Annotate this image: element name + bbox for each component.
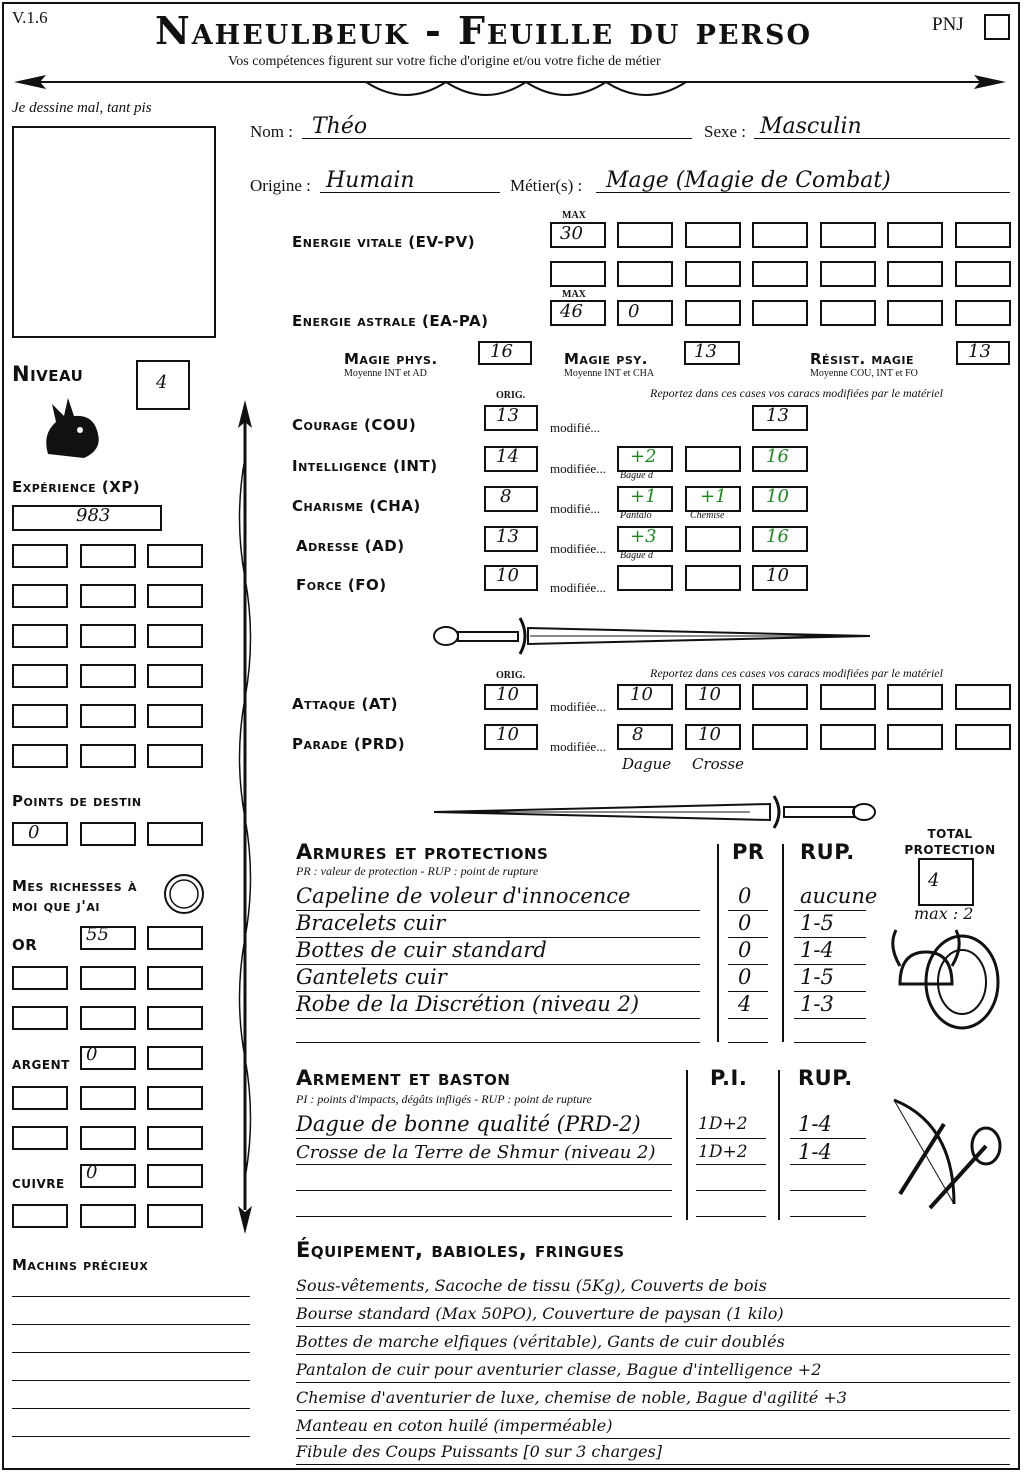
machins-line[interactable] bbox=[12, 1296, 250, 1297]
xp-grid-box[interactable] bbox=[147, 584, 203, 608]
at-box[interactable] bbox=[752, 684, 808, 710]
ev-box[interactable] bbox=[752, 222, 808, 248]
weapons-divider bbox=[778, 1070, 780, 1220]
armor-title: Armures et protections bbox=[296, 840, 549, 864]
prd-orig-value: 10 bbox=[496, 724, 519, 745]
equipment-rule bbox=[296, 1438, 1010, 1439]
ea-box[interactable] bbox=[617, 300, 673, 326]
nom-value[interactable]: Théo bbox=[312, 114, 368, 139]
armor-pr[interactable]: 0 bbox=[738, 938, 752, 962]
ev-box[interactable] bbox=[955, 261, 1011, 287]
or-box[interactable] bbox=[12, 1006, 68, 1030]
machins-line[interactable] bbox=[12, 1408, 250, 1409]
ad-mod2-box[interactable] bbox=[685, 526, 741, 552]
argent-box[interactable] bbox=[147, 1126, 203, 1150]
equipment-line[interactable]: Fibule des Coups Puissants [0 sur 3 charges] bbox=[296, 1442, 662, 1461]
xp-grid-box[interactable] bbox=[80, 704, 136, 728]
ea-current-value: 0 bbox=[628, 301, 640, 322]
or-box[interactable] bbox=[80, 966, 136, 990]
machins-line[interactable] bbox=[12, 1380, 250, 1381]
argent-box[interactable] bbox=[147, 1046, 203, 1070]
origine-label: Origine : bbox=[250, 176, 311, 195]
equipment-line[interactable]: Bourse standard (Max 50PO), Couverture de paysan (1 kilo) bbox=[296, 1304, 784, 1323]
or-label: OR bbox=[12, 936, 38, 954]
weapon-pi[interactable]: 1D+2 bbox=[698, 1142, 748, 1162]
cha-mod2-note: Chemise bbox=[690, 510, 725, 521]
armor-rup[interactable]: 1-4 bbox=[800, 938, 834, 962]
armor-line bbox=[296, 1018, 700, 1019]
dragon-icon bbox=[38, 394, 106, 464]
equipment-line[interactable]: Bottes de marche elfiques (véritable), Gants de cuir doublés bbox=[296, 1332, 785, 1351]
ev-box[interactable] bbox=[752, 261, 808, 287]
fo-mod-label: modifiée... bbox=[550, 580, 606, 595]
ev-box[interactable] bbox=[820, 261, 876, 287]
or-box[interactable] bbox=[147, 926, 203, 950]
prd-value-2: 10 bbox=[698, 724, 721, 745]
prd-box[interactable] bbox=[887, 724, 943, 750]
ea-box[interactable] bbox=[685, 300, 741, 326]
weapon-rup[interactable]: 1-4 bbox=[798, 1112, 832, 1136]
weapons-pi-header: P.I. bbox=[710, 1066, 748, 1090]
niveau-label: Niveau bbox=[12, 362, 84, 386]
weapon-name[interactable]: Crosse de la Terre de Shmur (niveau 2) bbox=[296, 1142, 656, 1163]
destin-box[interactable] bbox=[147, 822, 203, 846]
combat-report-note: Reportez dans ces cases vos caracs modifiées par le matériel bbox=[650, 666, 943, 680]
resist-magie-value: 13 bbox=[968, 341, 991, 362]
metier-line bbox=[596, 192, 1010, 193]
int-label: Intelligence (INT) bbox=[292, 457, 438, 475]
armor-name[interactable]: Robe de la Discrétion (niveau 2) bbox=[296, 992, 640, 1016]
equipment-line[interactable]: Chemise d'aventurier de luxe, chemise de noble, Bague d'agilité +3 bbox=[296, 1388, 847, 1407]
armor-pr[interactable]: 0 bbox=[738, 965, 752, 989]
equipment-rule bbox=[296, 1298, 1010, 1299]
xp-grid-box[interactable] bbox=[80, 544, 136, 568]
xp-grid-box[interactable] bbox=[80, 624, 136, 648]
fo-label: Force (FO) bbox=[296, 576, 387, 594]
ev-label: Energie vitale (EV-PV) bbox=[292, 233, 476, 251]
ev-box[interactable] bbox=[685, 261, 741, 287]
equipment-line[interactable]: Manteau en coton huilé (imperméable) bbox=[296, 1416, 613, 1435]
weapon-line bbox=[790, 1138, 866, 1139]
metier-value[interactable]: Mage (Magie de Combat) bbox=[606, 168, 891, 193]
ad-orig-value: 13 bbox=[496, 526, 519, 547]
at-box[interactable] bbox=[887, 684, 943, 710]
portrait-box[interactable] bbox=[12, 126, 216, 338]
destin-value: 0 bbox=[28, 822, 40, 843]
magie-psy-note: Moyenne INT et CHA bbox=[564, 368, 655, 379]
weapons-divider bbox=[686, 1070, 688, 1220]
origine-value[interactable]: Humain bbox=[326, 168, 415, 193]
magie-phys-value: 16 bbox=[490, 341, 513, 362]
armor-line bbox=[728, 1018, 768, 1019]
pnj-label: PNJ bbox=[932, 14, 964, 35]
weapon-line bbox=[296, 1138, 672, 1139]
equipment-line[interactable]: Sous-vêtements, Sacoche de tissu (5Kg), Couverts de bois bbox=[296, 1276, 767, 1295]
ev-box[interactable] bbox=[617, 261, 673, 287]
ea-box[interactable] bbox=[887, 300, 943, 326]
destin-label: Points de destin bbox=[12, 792, 142, 810]
ea-box[interactable] bbox=[752, 300, 808, 326]
weapon-line[interactable] bbox=[296, 1216, 672, 1217]
equipment-title: Équipement, babioles, fringues bbox=[296, 1238, 625, 1262]
resist-magie-note: Moyenne COU, INT et FO bbox=[810, 368, 918, 379]
ev-box[interactable] bbox=[955, 222, 1011, 248]
ev-box[interactable] bbox=[887, 261, 943, 287]
int-mod1-value: +2 bbox=[630, 446, 657, 467]
header-spear-ornament bbox=[6, 68, 1014, 112]
ea-box[interactable] bbox=[955, 300, 1011, 326]
xp-grid-box[interactable] bbox=[147, 704, 203, 728]
machins-label: Machins précieux bbox=[12, 1256, 149, 1274]
xp-grid-box[interactable] bbox=[12, 624, 68, 648]
sexe-label: Sexe : bbox=[704, 122, 747, 141]
cha-mod-label: modifié... bbox=[550, 501, 601, 516]
weapons-rup-header: RUP. bbox=[798, 1066, 853, 1090]
armor-rup[interactable]: 1-5 bbox=[800, 911, 834, 935]
xp-grid-box[interactable] bbox=[147, 544, 203, 568]
cha-final-value: 10 bbox=[766, 486, 789, 507]
niveau-value: 4 bbox=[156, 372, 168, 393]
armor-line[interactable] bbox=[794, 1042, 866, 1043]
weapon-line[interactable] bbox=[790, 1190, 866, 1191]
weapon-rup[interactable]: 1-4 bbox=[798, 1140, 832, 1164]
xp-grid-box[interactable] bbox=[147, 664, 203, 688]
destin-box[interactable] bbox=[12, 822, 68, 846]
page-title: Naheulbeuk - Feuille du perso bbox=[155, 8, 812, 53]
combat-col1-note: Dague bbox=[622, 755, 672, 773]
xp-grid-box[interactable] bbox=[147, 624, 203, 648]
at-value-2: 10 bbox=[698, 684, 721, 705]
ad-mod-label: modifiée... bbox=[550, 541, 606, 556]
machins-line[interactable] bbox=[12, 1436, 250, 1437]
armor-pr[interactable]: 0 bbox=[738, 911, 752, 935]
cuivre-box[interactable] bbox=[80, 1204, 136, 1228]
spear-ornament bbox=[228, 398, 262, 1238]
ad-label: Adresse (AD) bbox=[296, 537, 405, 555]
weapon-line bbox=[296, 1164, 672, 1165]
int-final-value: 16 bbox=[766, 446, 789, 467]
ea-max-label: MAX bbox=[562, 289, 586, 300]
or-box[interactable] bbox=[80, 1006, 136, 1030]
ev-max-label: MAX bbox=[562, 210, 586, 221]
at-box[interactable] bbox=[820, 684, 876, 710]
weapon-pi[interactable]: 1D+2 bbox=[698, 1114, 748, 1134]
xp-grid-box[interactable] bbox=[12, 664, 68, 688]
ea-box[interactable] bbox=[820, 300, 876, 326]
protection-max: max : 2 bbox=[914, 904, 974, 923]
xp-grid-box[interactable] bbox=[12, 584, 68, 608]
magie-phys-note: Moyenne INT et AD bbox=[344, 368, 427, 379]
armor-pr-header: PR bbox=[732, 840, 765, 864]
page-subtitle: Vos compétences figurent sur votre fiche d'origine et/ou votre fiche de métier bbox=[228, 54, 661, 69]
helmet-shield-icon bbox=[886, 926, 1004, 1036]
cuivre-value: 0 bbox=[86, 1162, 98, 1183]
argent-box[interactable] bbox=[12, 1126, 68, 1150]
int-mod1-note: Bague d bbox=[620, 470, 654, 481]
xp-grid-box[interactable] bbox=[80, 744, 136, 768]
armor-rup[interactable]: 1-5 bbox=[800, 965, 834, 989]
at-value-1: 10 bbox=[630, 684, 653, 705]
fo-mod2-box[interactable] bbox=[685, 565, 741, 591]
cou-mod-label: modifié... bbox=[550, 420, 601, 435]
armor-rup-header: RUP. bbox=[800, 840, 855, 864]
ev-max-value: 30 bbox=[560, 223, 583, 244]
ad-mod1-note: Bague d bbox=[620, 550, 654, 561]
armor-line bbox=[794, 1018, 866, 1019]
ev-box[interactable] bbox=[887, 222, 943, 248]
int-orig-value: 14 bbox=[496, 446, 519, 467]
cuivre-box[interactable] bbox=[147, 1204, 203, 1228]
armor-rup[interactable]: aucune bbox=[800, 884, 878, 908]
cha-mod1-value: +1 bbox=[630, 486, 657, 507]
weapon-line[interactable] bbox=[696, 1216, 766, 1217]
cha-label: Charisme (CHA) bbox=[292, 497, 421, 515]
sexe-value[interactable]: Masculin bbox=[760, 114, 862, 139]
argent-box[interactable] bbox=[147, 1086, 203, 1110]
equipment-rule bbox=[296, 1382, 1010, 1383]
equipment-rule bbox=[296, 1410, 1010, 1411]
combat-col2-note: Crosse bbox=[692, 755, 744, 773]
total-protection-value: 4 bbox=[928, 870, 940, 891]
armor-line[interactable] bbox=[728, 1042, 768, 1043]
total-protection-box[interactable] bbox=[918, 858, 974, 906]
sword-icon bbox=[430, 612, 880, 656]
ad-mod1-value: +3 bbox=[630, 526, 657, 547]
xp-value: 983 bbox=[76, 505, 111, 526]
equipment-rule bbox=[296, 1354, 1010, 1355]
ev-box[interactable] bbox=[820, 222, 876, 248]
nom-label: Nom : bbox=[250, 122, 293, 141]
armor-name[interactable]: Bottes de cuir standard bbox=[296, 938, 547, 962]
cou-orig-value: 13 bbox=[496, 405, 519, 426]
int-mod2-box[interactable] bbox=[685, 446, 741, 472]
ea-label: Energie astrale (EA-PA) bbox=[292, 312, 489, 330]
armor-divider bbox=[782, 844, 784, 1042]
fo-orig-value: 10 bbox=[496, 565, 519, 586]
at-box[interactable] bbox=[955, 684, 1011, 710]
equipment-line[interactable]: Pantalon de cuir pour aventurier classe, Bague d'intelligence +2 bbox=[296, 1360, 822, 1379]
xp-grid-box[interactable] bbox=[147, 744, 203, 768]
prd-box[interactable] bbox=[820, 724, 876, 750]
origine-line bbox=[320, 192, 500, 193]
nom-line bbox=[302, 138, 692, 139]
argent-label: ARGENT bbox=[12, 1058, 70, 1072]
weapon-line bbox=[696, 1164, 766, 1165]
resist-magie-label: Résist. magie bbox=[810, 350, 915, 368]
sword-icon bbox=[430, 792, 880, 832]
armor-divider bbox=[717, 844, 719, 1042]
combat-orig-label: ORIG. bbox=[496, 670, 526, 681]
xp-grid-box[interactable] bbox=[80, 584, 136, 608]
armor-name[interactable]: Gantelets cuir bbox=[296, 965, 447, 989]
at-mod-label: modifiée... bbox=[550, 699, 606, 714]
ea-max-value: 46 bbox=[560, 301, 583, 322]
coin-icon bbox=[162, 872, 206, 916]
version-label: V.1.6 bbox=[12, 8, 48, 27]
armor-note: PR : valeur de protection - RUP : point de rupture bbox=[296, 864, 539, 878]
armor-pr[interactable]: 0 bbox=[738, 884, 752, 908]
argent-value: 0 bbox=[86, 1044, 98, 1065]
weapon-name[interactable]: Dague de bonne qualité (PRD-2) bbox=[296, 1112, 641, 1136]
or-box[interactable] bbox=[147, 966, 203, 990]
or-box[interactable] bbox=[147, 1006, 203, 1030]
fo-mod1-box[interactable] bbox=[617, 565, 673, 591]
cuivre-label: CUIVRE bbox=[12, 1177, 65, 1191]
weapons-icon bbox=[884, 1094, 1010, 1216]
magie-psy-value: 13 bbox=[694, 341, 717, 362]
armor-name[interactable]: Capeline de voleur d'innocence bbox=[296, 884, 631, 908]
or-box[interactable] bbox=[12, 966, 68, 990]
cha-orig-value: 8 bbox=[500, 486, 512, 507]
prd-box[interactable] bbox=[955, 724, 1011, 750]
xp-grid-box[interactable] bbox=[80, 664, 136, 688]
pnj-checkbox[interactable] bbox=[984, 14, 1010, 40]
stats-orig-label: ORIG. bbox=[496, 390, 526, 401]
prd-label: Parade (PRD) bbox=[292, 735, 406, 753]
cou-label: Courage (COU) bbox=[292, 416, 417, 434]
magie-psy-label: Magie psy. bbox=[564, 350, 648, 368]
xp-grid-box[interactable] bbox=[12, 544, 68, 568]
ev-box[interactable] bbox=[617, 222, 673, 248]
or-value: 55 bbox=[86, 924, 109, 945]
argent-box[interactable] bbox=[80, 1126, 136, 1150]
richesses-label: Mes richesses à moi que j'ai bbox=[12, 877, 137, 915]
armor-line[interactable] bbox=[296, 1042, 700, 1043]
weapons-note: PI : points d'impacts, dégâts infligés - RUP : point de rupture bbox=[296, 1092, 592, 1106]
ev-box[interactable] bbox=[685, 222, 741, 248]
prd-box-1[interactable] bbox=[617, 724, 673, 750]
equipment-rule bbox=[296, 1326, 1010, 1327]
cuivre-box[interactable] bbox=[147, 1164, 203, 1188]
weapon-line[interactable] bbox=[296, 1190, 672, 1191]
weapon-line bbox=[790, 1164, 866, 1165]
machins-line[interactable] bbox=[12, 1352, 250, 1353]
xp-grid-box[interactable] bbox=[12, 744, 68, 768]
at-orig-value: 10 bbox=[496, 684, 519, 705]
prd-box[interactable] bbox=[752, 724, 808, 750]
prd-value-1: 8 bbox=[632, 724, 644, 745]
equipment-rule bbox=[296, 1464, 1010, 1465]
xp-grid-box[interactable] bbox=[12, 704, 68, 728]
cou-final-value: 13 bbox=[766, 405, 789, 426]
at-label: Attaque (AT) bbox=[292, 695, 398, 713]
sexe-line bbox=[754, 138, 1010, 139]
armor-name[interactable]: Bracelets cuir bbox=[296, 911, 446, 935]
argent-box[interactable] bbox=[80, 1086, 136, 1110]
xp-label: Expérience (XP) bbox=[12, 478, 141, 496]
cha-mod2-value: +1 bbox=[700, 486, 727, 507]
weapon-line[interactable] bbox=[790, 1216, 866, 1217]
ad-final-value: 16 bbox=[766, 526, 789, 547]
cuivre-box[interactable] bbox=[12, 1204, 68, 1228]
argent-box[interactable] bbox=[12, 1086, 68, 1110]
ev-box[interactable] bbox=[550, 261, 606, 287]
prd-mod-label: modifiée... bbox=[550, 739, 606, 754]
weapon-line[interactable] bbox=[696, 1190, 766, 1191]
armor-rup[interactable]: 1-3 bbox=[800, 992, 834, 1016]
int-mod-label: modifiée... bbox=[550, 461, 606, 476]
fo-final-value: 10 bbox=[766, 565, 789, 586]
weapons-title: Armement et baston bbox=[296, 1066, 511, 1090]
metier-label: Métier(s) : bbox=[510, 176, 583, 195]
portrait-caption: Je dessine mal, tant pis bbox=[12, 100, 152, 116]
cha-mod1-note: Pantalo bbox=[620, 510, 652, 521]
stats-report-note: Reportez dans ces cases vos caracs modifiées par le matériel bbox=[650, 386, 943, 400]
machins-line[interactable] bbox=[12, 1324, 250, 1325]
weapon-line bbox=[696, 1138, 766, 1139]
destin-box[interactable] bbox=[80, 822, 136, 846]
armor-pr[interactable]: 4 bbox=[738, 992, 752, 1016]
magie-phys-label: Magie phys. bbox=[344, 350, 438, 368]
total-protection-label: TOTAL PROTECTION bbox=[904, 827, 996, 857]
